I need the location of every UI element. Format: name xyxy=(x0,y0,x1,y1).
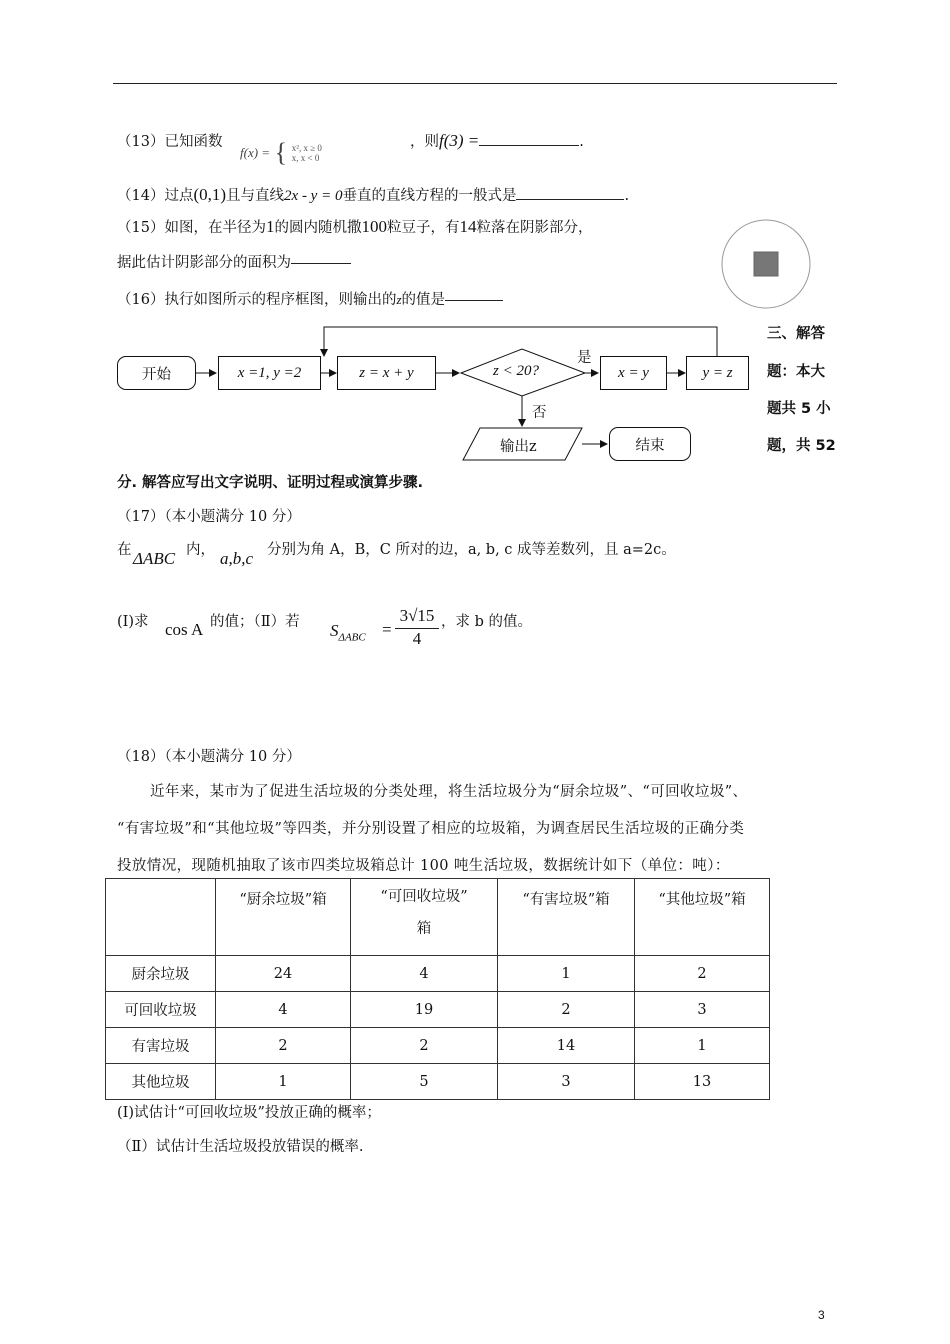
q15-text-d: 粒落在阴影部分， xyxy=(476,220,593,236)
header-text: “其他垃圾”箱 xyxy=(658,892,746,908)
assign-node xyxy=(337,356,436,390)
row-label: 有害垃圾 xyxy=(106,1028,216,1064)
q13-comma: ，则 xyxy=(410,134,439,150)
table-cell: 4 xyxy=(351,956,498,992)
section3-line4: 题，共 52 xyxy=(767,438,836,454)
table-cell: 2 xyxy=(498,992,635,1028)
set-y-label: y = z xyxy=(702,364,733,381)
q18-part1: (Ⅰ)试估计“可回收垃圾”投放正确的概率； xyxy=(117,1105,381,1121)
row-label: 可回收垃圾 xyxy=(106,992,216,1028)
q14-text-a: 过点 xyxy=(164,188,194,204)
q14-number: （14） xyxy=(117,188,165,204)
page-number: 3 xyxy=(818,1308,825,1322)
output-label: 输出z xyxy=(500,439,537,455)
set-x-label: x = y xyxy=(618,364,649,381)
table-cell: 3 xyxy=(635,992,770,1028)
q18-para2: “有害垃圾”和“其他垃圾”等四类，并分别设置了相应的垃圾箱，为调查居民生活垃圾的正确分类 xyxy=(117,821,745,837)
init-node xyxy=(218,356,321,390)
table-cell: 3 xyxy=(498,1064,635,1100)
header-text: “厨余垃圾”箱 xyxy=(239,892,327,908)
table-corner-cell xyxy=(106,879,216,956)
q15-line2-text: 据此估计阴影部分的面积为 xyxy=(117,255,291,271)
q17-parts xyxy=(117,610,149,631)
q13-number: （13） xyxy=(117,134,165,150)
q17-text: 分别为角 A，B，C 所对的边，a, b, c 成等差数列，且 a=2c。 xyxy=(267,542,676,558)
q17-abc: a,b,c xyxy=(220,549,254,568)
yes-label: 是 xyxy=(577,350,592,366)
q13-text: 已知函数 xyxy=(164,134,223,150)
q17-eq: = xyxy=(382,620,392,639)
table-cell: 2 xyxy=(635,956,770,992)
header-text: “有害垃圾”箱 xyxy=(522,892,610,908)
init-label: x =1, y =2 xyxy=(237,364,302,381)
q18-para3: 投放情况，现随机抽取了该市四类垃圾箱总计 100 吨生活垃圾，数据统计如下（单位：吨）： xyxy=(117,858,730,874)
q15-number: （15） xyxy=(117,220,165,236)
q17-fraction xyxy=(395,606,439,649)
table-header-row xyxy=(106,879,770,956)
q16-var: z xyxy=(396,292,402,307)
table-header-cell xyxy=(216,879,351,956)
q15-count: 100 xyxy=(361,217,387,236)
end-node xyxy=(609,427,691,461)
q15-k: 14 xyxy=(459,217,477,236)
q15-text-a: 如图，在半径为 xyxy=(164,220,266,236)
table-row xyxy=(106,1028,770,1064)
table-row xyxy=(106,992,770,1028)
table-header-cell xyxy=(498,879,635,956)
q14-line: 2x - y = 0 xyxy=(284,188,343,204)
table-cell: 1 xyxy=(216,1064,351,1100)
q13-fx: f(x) = xyxy=(240,145,271,160)
q17-part1b: 的值；（Ⅱ）若 xyxy=(210,614,300,630)
q17-part1: (Ⅰ)求 xyxy=(117,614,149,630)
table-header-cell xyxy=(351,879,498,956)
table-row xyxy=(106,1064,770,1100)
section3-line1: 三、解答 xyxy=(767,326,825,342)
section3-continuation: 分. 解答应写出文字说明、证明过程或演算步骤. xyxy=(117,475,424,491)
table-cell: 1 xyxy=(635,1028,770,1064)
flowchart-connectors xyxy=(0,0,760,470)
q18-part2: （Ⅱ）试估计生活垃圾投放错误的概率. xyxy=(117,1139,364,1155)
q15-radius: 1 xyxy=(265,217,275,236)
table-row xyxy=(106,956,770,992)
q13-case2: x, x < 0 xyxy=(291,153,320,163)
q18-para1: 近年来，某市为了促进生活垃圾的分类处理，将生活垃圾分为“厨余垃圾”、“可回收垃圾”、 xyxy=(150,784,748,800)
q17-in: 在 xyxy=(117,542,132,558)
q16-text-b: 的值是 xyxy=(401,292,446,308)
garbage-table xyxy=(105,878,770,1100)
section3-line2: 题：本大 xyxy=(767,364,825,380)
q14-end: . xyxy=(624,188,630,204)
table-header-cell xyxy=(635,879,770,956)
q17-triangle: ΔABC xyxy=(133,549,176,568)
table-cell: 19 xyxy=(351,992,498,1028)
table-cell: 24 xyxy=(216,956,351,992)
q17-cosA-text: cos A xyxy=(165,620,204,639)
header-text-wrap: 箱 xyxy=(416,921,432,937)
q17-part2: ，求 b 的值。 xyxy=(441,614,532,630)
row-label: 厨余垃圾 xyxy=(106,956,216,992)
q17-area xyxy=(330,621,366,643)
table-cell: 14 xyxy=(498,1028,635,1064)
table-cell: 1 xyxy=(498,956,635,992)
no-label: 否 xyxy=(532,405,547,421)
set-y-node xyxy=(686,356,749,390)
q13-end: . xyxy=(579,134,584,150)
q13-f3: f(3) = xyxy=(439,131,480,150)
table-cell: 2 xyxy=(216,1028,351,1064)
condition-label: z < 20? xyxy=(493,363,539,379)
table-cell: 2 xyxy=(351,1028,498,1064)
q17-cosA xyxy=(165,620,203,640)
q16-number: （16） xyxy=(117,292,165,308)
q15-text-c: 粒豆子，有 xyxy=(386,220,460,236)
q14-text-b: 且与直线 xyxy=(226,188,285,204)
table-cell: 13 xyxy=(635,1064,770,1100)
section3-line3: 题共 5 小 xyxy=(767,401,831,417)
q13-case1: x², x ≥ 0 xyxy=(291,143,322,153)
q17-S: S xyxy=(330,621,339,640)
q17-numerator: 3√15 xyxy=(395,606,439,629)
row-label: 其他垃圾 xyxy=(106,1064,216,1100)
q16-text-a: 执行如图所示的程序框图，则输出的 xyxy=(164,292,397,308)
start-label: 开始 xyxy=(142,366,171,383)
q13-function: f(x) = { x², x ≥ 0 x, x < 0 xyxy=(240,138,322,167)
assign-label: z = x + y xyxy=(359,364,414,381)
q17-S-sub: ΔABC xyxy=(338,631,366,644)
header-text: “可回收垃圾” xyxy=(380,889,468,905)
q17-heading: （17）（本小题满分 10 分） xyxy=(117,509,301,525)
q17-denominator: 4 xyxy=(412,629,422,648)
q14-point: (0,1) xyxy=(193,185,227,204)
q14-text-c: 垂直的直线方程的一般式是 xyxy=(342,188,517,204)
q15-text-b: 的圆内随机撒 xyxy=(274,220,362,236)
start-node xyxy=(117,356,196,390)
q17-in2: 内， xyxy=(186,542,215,558)
end-label: 结束 xyxy=(635,437,665,454)
table-cell: 5 xyxy=(351,1064,498,1100)
set-x-node xyxy=(600,356,667,390)
q18-heading: （18）（本小题满分 10 分） xyxy=(117,749,301,765)
table-cell: 4 xyxy=(216,992,351,1028)
